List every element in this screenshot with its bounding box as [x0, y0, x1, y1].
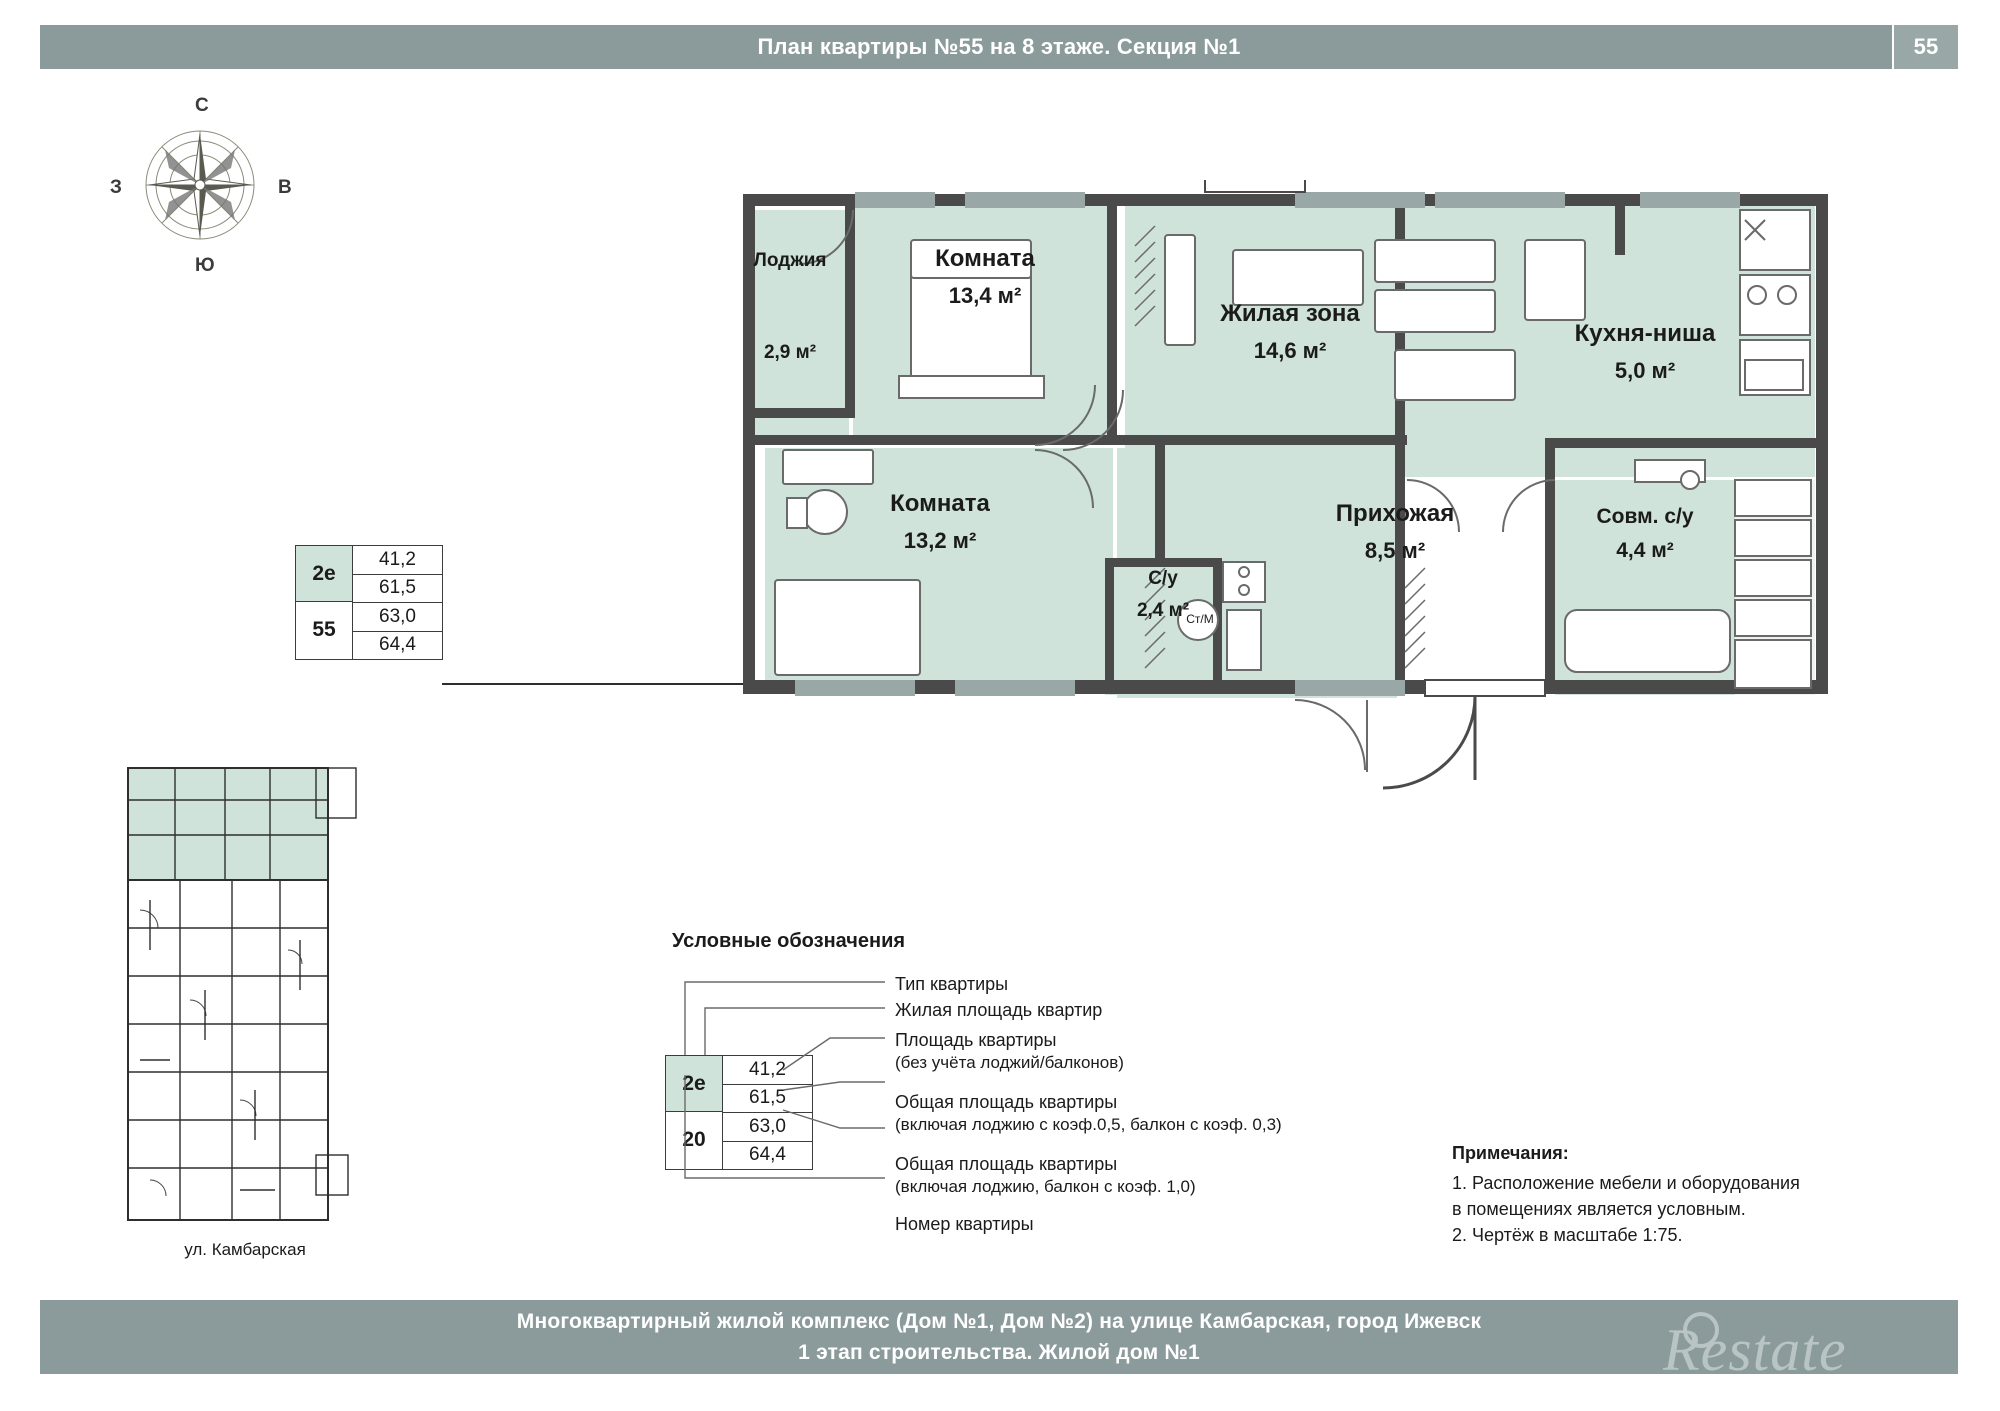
- room-label-bedroom-2: Комната 13,2 м²: [890, 490, 990, 553]
- legend-total-area-k10: 64,4: [722, 1142, 812, 1170]
- note-item-1-cont: в помещениях является условным.: [1452, 1199, 1746, 1220]
- legend-item-5: Номер квартиры: [895, 1214, 1034, 1234]
- restate-logo-icon: [1655, 1300, 1955, 1395]
- room-label-bedroom-1: Комната 13,4 м²: [935, 245, 1035, 308]
- room-label-living-zone: Жилая зона 14,6 м²: [1220, 300, 1360, 363]
- compass-icon: [135, 120, 265, 250]
- footer-line-1: Многоквартирный жилой комплекс (Дом №1, Дом №2) на улице Камбарская, город Ижевск: [516, 1309, 1482, 1333]
- legend-item-2: Площадь квартиры (без учёта лоджий/балконов): [895, 1030, 1124, 1073]
- room-label-combined-bathroom: Совм. с/у 4,4 м²: [1596, 505, 1694, 562]
- header-bar: [40, 25, 1958, 69]
- note-item-1: 1. Расположение мебели и оборудования: [1452, 1173, 1800, 1194]
- compass-north-label: С: [195, 95, 209, 116]
- legend-apartment-type: 2е: [666, 1056, 722, 1112]
- legend-apartment-area: 61,5: [722, 1085, 812, 1114]
- footer-line-2: 1 этап строительства. Жилой дом №1: [798, 1341, 1200, 1364]
- apartment-number: 55: [296, 602, 352, 657]
- apartment-floorplan: [735, 180, 1845, 900]
- notes-title: Примечания:: [1452, 1143, 1569, 1163]
- apartment-total-area-k10: 64,4: [352, 632, 442, 660]
- legend-item-3: Общая площадь квартиры (включая лоджию с коэф.0,5, балкон с коэф. 0,3): [895, 1092, 1282, 1135]
- page-title: План квартиры №55 на 8 этаже. Секция №1: [757, 34, 1241, 59]
- room-label-washing-machine: Ст/М: [1186, 612, 1214, 626]
- page-number-badge: 55: [1892, 25, 1958, 69]
- compass-rose: [110, 95, 290, 280]
- apartment-living-area: 41,2: [352, 546, 442, 575]
- apartment-type: 2е: [296, 546, 352, 602]
- keyplan-icon: [120, 760, 370, 1230]
- compass-south-label: Ю: [195, 255, 215, 276]
- legend-total-area-k05: 63,0: [722, 1113, 812, 1142]
- keyplan-street-caption: ул. Камбарская: [184, 1240, 306, 1259]
- legend-item-1: Жилая площадь квартир: [895, 1000, 1103, 1020]
- legend-item-4: Общая площадь квартиры (включая лоджию, балкон с коэф. 1,0): [895, 1154, 1196, 1197]
- room-label-bathroom: С/у 2,4 м²: [1136, 568, 1190, 621]
- legend-apartment-number: 20: [666, 1112, 722, 1167]
- apartment-area: 61,5: [352, 575, 442, 604]
- compass-west-label: З: [110, 177, 122, 198]
- watermark-text: Restate: [1663, 1317, 1847, 1383]
- building-floor-keyplan: [120, 760, 370, 1230]
- room-label-hallway: Прихожая 8,5 м²: [1335, 500, 1455, 563]
- legend-living-area: 41,2: [722, 1056, 812, 1085]
- legend-title: Условные обозначения: [672, 930, 906, 952]
- room-label-kitchen-niche: Кухня-ниша 5,0 м²: [1574, 320, 1716, 383]
- room-label-loggia: Лоджия 2,9 м²: [753, 250, 827, 363]
- apartment-key-box: [295, 545, 443, 660]
- legend-item-0: Тип квартиры: [895, 974, 1009, 994]
- note-item-2: 2. Чертёж в масштабе 1:75.: [1452, 1225, 1683, 1246]
- watermark-logo: [1655, 1300, 1955, 1395]
- apartment-total-area-k05: 63,0: [352, 603, 442, 632]
- notes-block: [1452, 1140, 1882, 1248]
- compass-east-label: В: [278, 177, 292, 198]
